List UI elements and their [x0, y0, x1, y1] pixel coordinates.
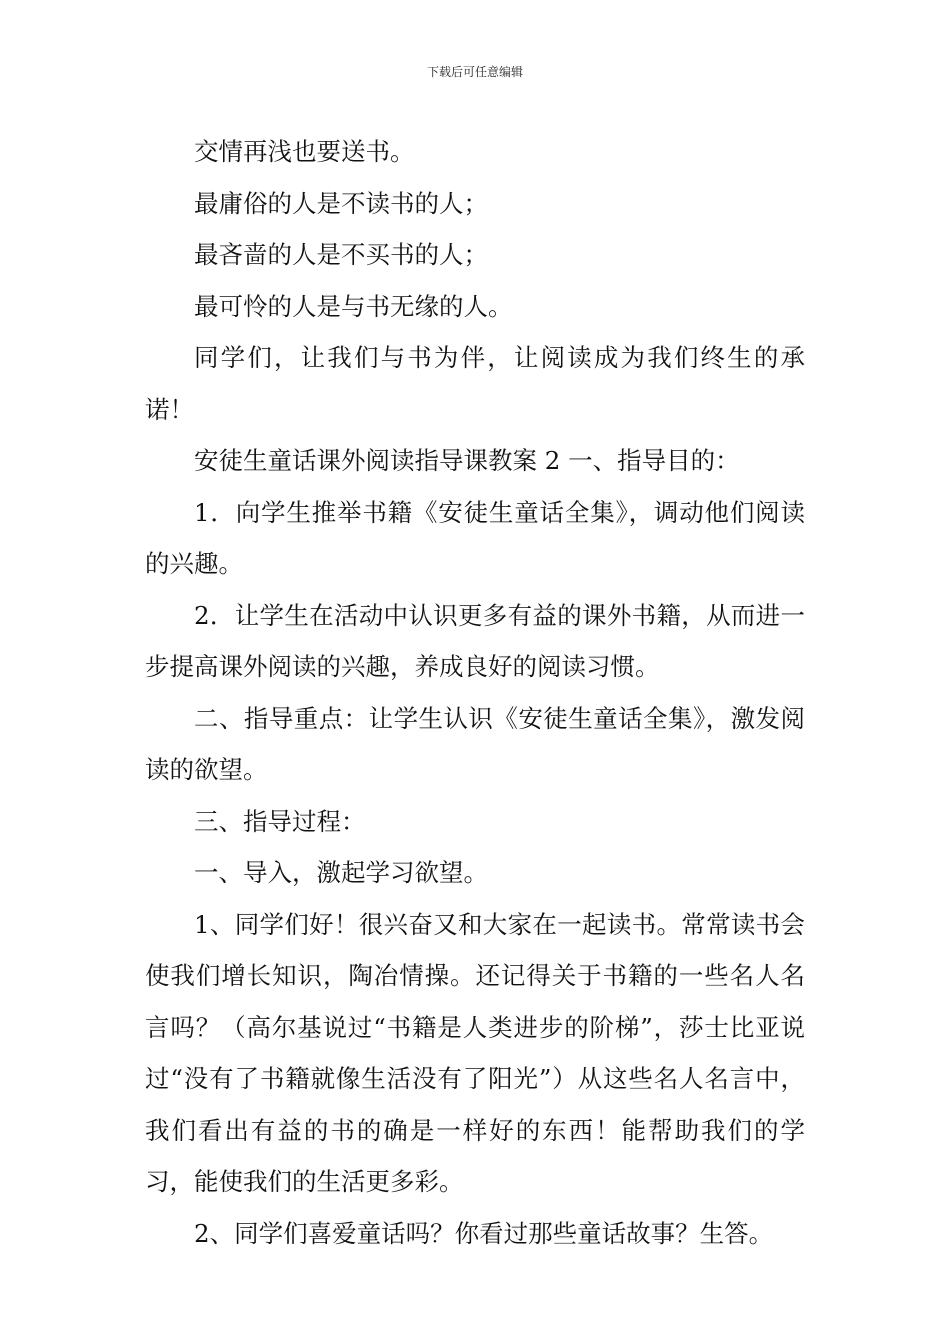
paragraph: 最可怜的人是与书无缘的人。 [194, 291, 513, 321]
paragraph: 2、同学们喜爱童话吗？你看过那些童话故事？生答。 [194, 1218, 774, 1248]
paragraph: 同学们，让我们与书为伴，让阅读成为我们终生的承诺！ [145, 343, 805, 424]
paragraph: 一、导入，激起学习欲望。 [194, 858, 488, 887]
paragraph: 最庸俗的人是不读书的人； [194, 188, 488, 218]
paragraph: 最吝啬的人是不买书的人； [194, 240, 488, 269]
paragraph: 1、同学们好！很兴奋又和大家在一起读书。常常读书会使我们增长知识，陶冶情操。还记得关于书籍的一些名人名言吗？（高尔基说过“书籍是人类进步的阶梯”，莎士比亚说过“没有了书籍就像生活没有了阳光”）从这些名人名言中，我们看出有益的书的确是一样好的东西！能帮助我们的学习，能使我们的生活更多彩。 [145, 909, 805, 1196]
paragraph: 2．让学生在活动中认识更多有益的课外书籍，从而进一步提高课外阅读的兴趣，养成良好的阅读习惯。 [145, 600, 805, 681]
paragraph: 二、指导重点：让学生认识《安徒生童话全集》，激发阅读的欲望。 [145, 703, 805, 784]
page-header: 下载后可任意编辑 [426, 65, 523, 79]
document-body [145, 126, 805, 1259]
paragraph: 交情再浅也要送书。 [194, 137, 415, 166]
paragraph: 安徒生童话课外阅读指导课教案 2 一、指导目的： [194, 446, 740, 475]
paragraph: 1．向学生推举书籍《安徒生童话全集》，调动他们阅读的兴趣。 [145, 497, 805, 578]
paragraph: 三、指导过程： [194, 806, 366, 836]
